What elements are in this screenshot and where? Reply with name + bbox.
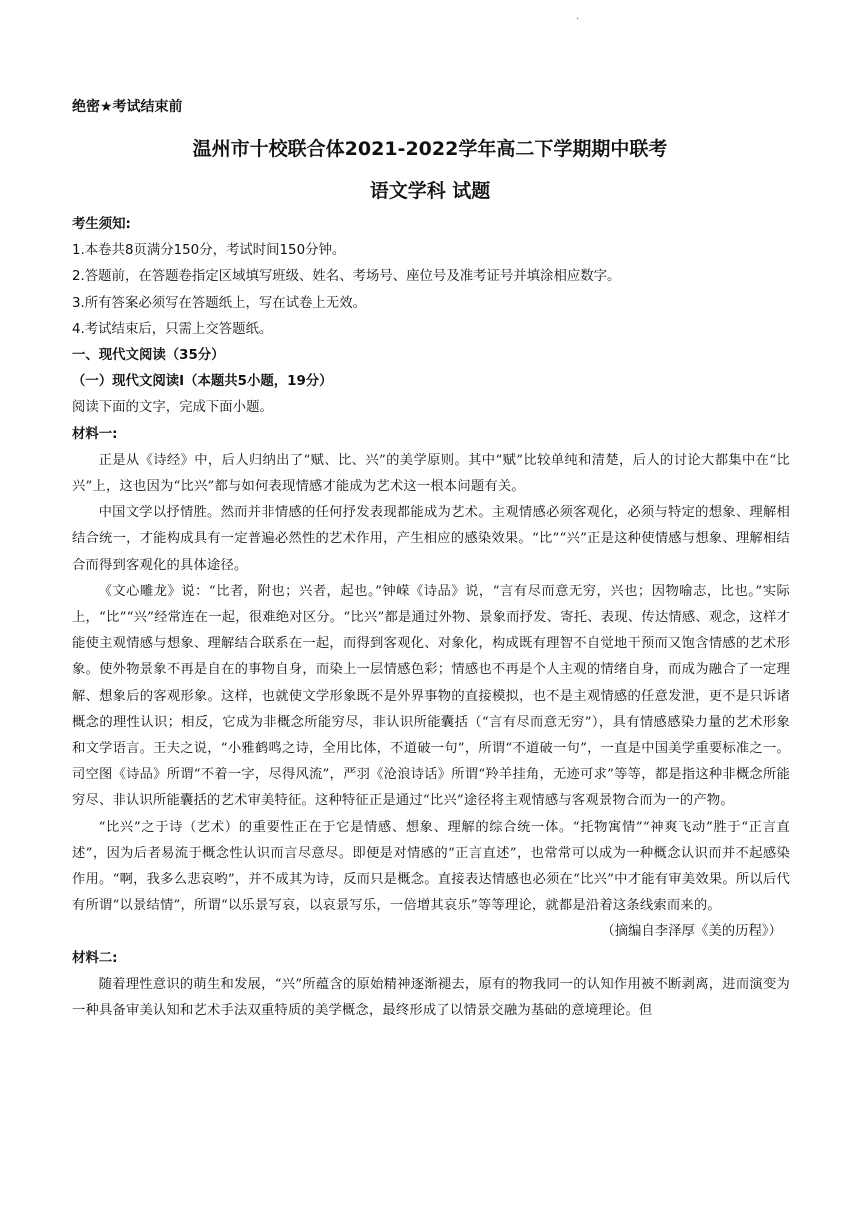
material-label: 材料一: [72,426,118,442]
material-paragraph: “比兴”之于诗（艺术）的重要性正在于它是情感、想象、理解的综合统一体。“托物寓情”“神爽飞动”胜于“正言直述”，因为后者易流于概念性认识而言尽意尽。即便是对情感的“正言直述”，也常常可以成为一种概念认识而并不起感染作用。“啊，我多么悲哀哟”，并不成其为诗，反而只是概念。直接表达情感也必须在“比兴”中才能有审美效果。所以后代有所谓“以景结情”，所谓“以乐景写哀，以哀景写乐，一倍增其哀乐”等等理论，就都是沿着这条线索而来的。 [72,819,790,914]
exam-title: 温州市十校联合体2021-2022学年高二下学期期中联考 [192,138,668,160]
notice-item: 1.本卷共8页满分150分，考试时间150分钟。 [72,243,346,259]
subsection-heading: （一）现代文阅读Ⅰ（本题共5小题，19分） [72,374,333,390]
notice-heading: 考生须知: [72,217,131,232]
material-label: 材料二: [72,950,118,966]
section-heading: 一、现代文阅读（35分） [72,348,225,364]
material-paragraph: 中国文学以抒情胜。然而并非情感的任何抒发表现都能成为艺术。主观情感必须客观化，必须与特定的想象、理解相结合统一，才能构成具有一定普遍必然性的艺术作用，产生相应的感染效果。“比”“兴”正是这种使情感与想象、理解相结合而得到客观化的具体途径。 [72,505,790,573]
material-source: （摘编自李泽厚《美的历程》） [601,924,782,940]
document-body [72,212,790,1024]
notice-item: 2.答题前，在答题卷指定区域填写班级、姓名、考场号、座位号及准考证号并填涂相应数字。 [72,269,621,285]
material-paragraph: 《文心雕龙》说：“比者，附也；兴者，起也。”钟嵘《诗品》说，“言有尽而意无穷，兴也；因物喻志，比也。”实际上，“比”“兴”经常连在一起，很难绝对区分。“比兴”都是通过外物、景象而抒发、寄托、表现、传达情感、观念，这样才能使主观情感与想象、理解结合联系在一起，而得到客观化、对象化，构成既有理智不自觉地干预而又饱含情感的艺术形象。使外物景象不再是自在的事物自身，而染上一层情感色彩；情感也不再是个人主观的情绪自身，而成为融合了一定理解、想象后的客观形象。这样，也就使文学形象既不是外界事物的直接模拟，也不是主观情感的任意发泄，更不是只诉诸概念的理性认识；相反，它成为非概念所能穷尽，非认识所能囊括（“言有尽而意无穷”），具有情感感染力量的艺术形象和文学语言。王夫之说，“小雅鹤鸣之诗，全用比体，不道破一句”，所谓“不道破一句”，一直是中国美学重要标准之一。司空图《诗品》所谓“不着一字，尽得风流”，严羽《沧浪诗话》所谓“羚羊挂角，无迹可求”等等，都是指这种非概念所能穷尽、非认识所能囊括的艺术审美特征。这种特征正是通过“比兴”途径将主观情感与客观景物合而为一的产物。 [72,583,790,809]
notice-item: 3.所有答案必须写在答题纸上，写在试卷上无效。 [72,295,366,311]
notice-item: 4.考试结束后，只需上交答题纸。 [72,321,273,337]
exam-subtitle: 语文学科 试题 [369,180,491,202]
material-paragraph: 正是从《诗经》中，后人归纳出了“赋、比、兴”的美学原则。其中“赋”比较单纯和清楚，后人的讨论大都集中在“比兴”上，这也因为“比兴”都与如何表现情感才能成为艺术这一根本问题有关。 [72,452,790,495]
material-paragraph: 随着理性意识的萌生和发展，“兴”所蕴含的原始精神逐渐褪去，原有的物我同一的认知作用被不断剥离，进而演变为一种具备审美认知和艺术手法双重特质的美学概念，最终形成了以情景交融为基础的意境理论。但 [72,976,790,1019]
confidential-label: 绝密★考试结束前 [72,99,183,115]
reading-instruction: 阅读下面的文字，完成下面小题。 [72,400,273,416]
page-dot: · [576,14,580,25]
